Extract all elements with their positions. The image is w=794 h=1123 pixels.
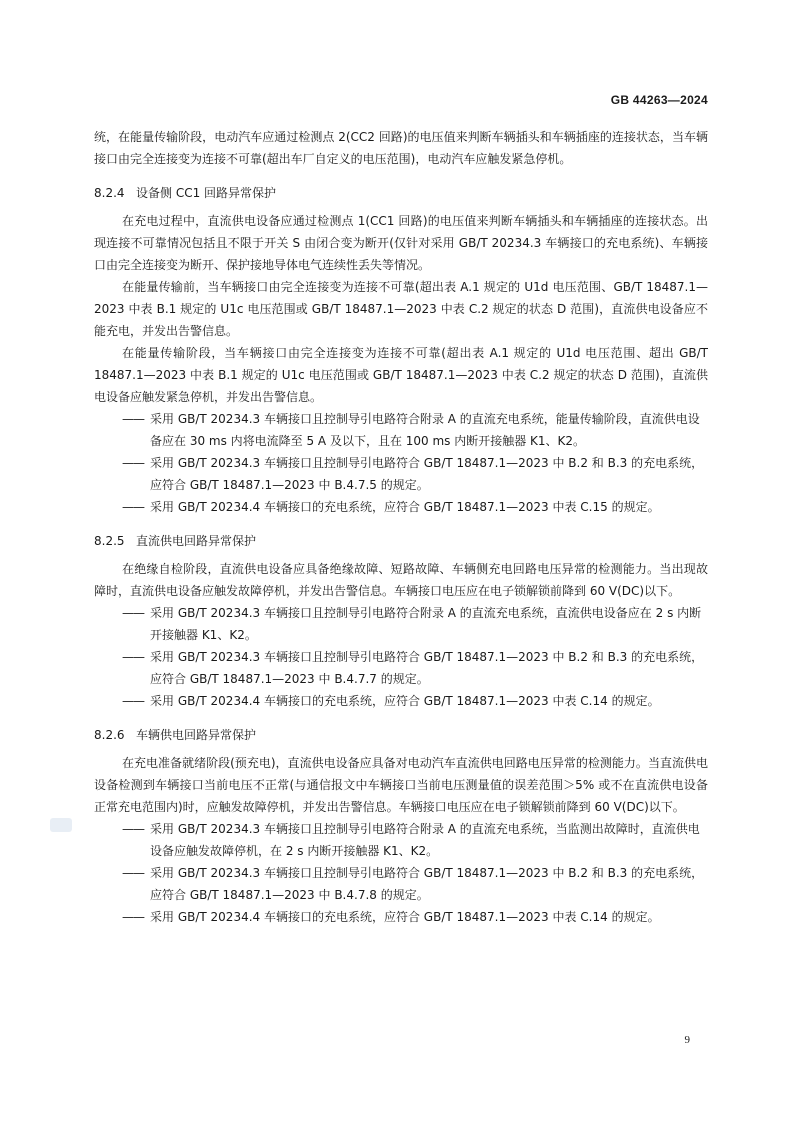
list-item: —— 采用 GB/T 20234.3 车辆接口且控制导引电路符合 GB/T 18487.1—2023 中 B.2 和 B.3 的充电系统，应符合 GB/T 18487.1—2023 中 B.4.7.8 的规定。 bbox=[122, 866, 704, 902]
section-number: 8.2.4 bbox=[94, 186, 125, 200]
section-title: 直流供电回路异常保护 bbox=[136, 534, 257, 548]
list-item: —— 采用 GB/T 20234.4 车辆接口的充电系统，应符合 GB/T 18487.1—2023 中表 C.14 的规定。 bbox=[122, 694, 660, 708]
standard-number: GB 44263—2024 bbox=[610, 93, 708, 107]
list-item: —— 采用 GB/T 20234.4 车辆接口的充电系统，应符合 GB/T 18487.1—2023 中表 C.14 的规定。 bbox=[122, 910, 660, 924]
paragraph: 在充电准备就绪阶段(预充电)，直流供电设备应具备对电动汽车直流供电回路电压异常的检测能力。当直流供电设备检测到车辆接口当前电压不正常(与通信报文中车辆接口当前电压测量值的误差范围＞5% 或不在直流供电设备正常充电范围内)时，应触发故障停机，并发出告警信息。车辆接口电压应在电子锁解锁前降到 60 V(DC)以下。 bbox=[94, 756, 708, 814]
paragraph: 在充电过程中，直流供电设备应通过检测点 1(CC1 回路)的电压值来判断车辆插头和车辆插座的连接状态。出现连接不可靠情况包括且不限于开关 S 由闭合变为断开(仅针对采用 GB/T 20234.3 车辆接口的充电系统)、车辆接口由完全连接变为断开、保护接地导体电气连续性丢失等情况。 bbox=[94, 214, 708, 272]
list-item: —— 采用 GB/T 20234.3 车辆接口且控制导引电路符合附录 A 的直流充电系统，直流供电设备应在 2 s 内断开接触器 K1、K2。 bbox=[122, 606, 702, 642]
section-heading-8-2-4 bbox=[94, 182, 708, 204]
page-body bbox=[94, 126, 708, 928]
page-number: 9 bbox=[684, 1034, 690, 1046]
section-title: 设备侧 CC1 回路异常保护 bbox=[136, 186, 277, 200]
list-item: —— 采用 GB/T 20234.3 车辆接口且控制导引电路符合 GB/T 18487.1—2023 中 B.2 和 B.3 的充电系统，应符合 GB/T 18487.1—2023 中 B.4.7.5 的规定。 bbox=[122, 456, 704, 492]
list-item: —— 采用 GB/T 20234.4 车辆接口的充电系统，应符合 GB/T 18487.1—2023 中表 C.15 的规定。 bbox=[122, 500, 660, 514]
list-item: —— 采用 GB/T 20234.3 车辆接口且控制导引电路符合 GB/T 18487.1—2023 中 B.2 和 B.3 的充电系统，应符合 GB/T 18487.1—2023 中 B.4.7.7 的规定。 bbox=[122, 650, 704, 686]
dash-list bbox=[94, 408, 708, 518]
list-item: —— 采用 GB/T 20234.3 车辆接口且控制导引电路符合附录 A 的直流充电系统，当监测出故障时，直流供电设备应触发故障停机，在 2 s 内断开接触器 K1、K2。 bbox=[122, 822, 700, 858]
continuation-paragraph: 统，在能量传输阶段，电动汽车应通过检测点 2(CC2 回路)的电压值来判断车辆插头和车辆插座的连接状态，当车辆接口由完全连接变为连接不可靠(超出车厂自定义的电压范围)，电动汽车应触发紧急停机。 bbox=[94, 130, 708, 166]
section-number: 8.2.5 bbox=[94, 534, 125, 548]
section-heading-8-2-6 bbox=[94, 724, 708, 746]
list-item: —— 采用 GB/T 20234.3 车辆接口且控制导引电路符合附录 A 的直流充电系统，能量传输阶段，直流供电设备应在 30 ms 内将电流降至 5 A 及以下，且在 100 ms 内断开接触器 K1、K2。 bbox=[122, 412, 700, 448]
paragraph: 在能量传输前，当车辆接口由完全连接变为连接不可靠(超出表 A.1 规定的 U1d 电压范围、GB/T 18487.1—2023 中表 B.1 规定的 U1c 电压范围或 GB/T 18487.1—2023 中表 C.2 规定的状态 D 范围)，直流供电设备应不能充电，并发出告警信息。 bbox=[94, 280, 708, 338]
section-title: 车辆供电回路异常保护 bbox=[136, 728, 257, 742]
dash-list bbox=[94, 602, 708, 712]
section-heading-8-2-5 bbox=[94, 530, 708, 552]
paragraph: 在绝缘自检阶段，直流供电设备应具备绝缘故障、短路故障、车辆侧充电回路电压异常的检测能力。当出现故障时，直流供电设备应触发故障停机，并发出告警信息。车辆接口电压应在电子锁解锁前降到 60 V(DC)以下。 bbox=[94, 562, 708, 598]
paragraph: 在能量传输阶段，当车辆接口由完全连接变为连接不可靠(超出表 A.1 规定的 U1d 电压范围、超出 GB/T 18487.1—2023 中表 B.1 规定的 U1c 电压范围或 GB/T 18487.1—2023 中表 C.2 规定的状态 D 范围)，直流供电设备应触发紧急停机，并发出告警信息。 bbox=[94, 346, 708, 404]
section-number: 8.2.6 bbox=[94, 728, 125, 742]
side-watermark-mark bbox=[50, 818, 72, 832]
dash-list bbox=[94, 818, 708, 928]
